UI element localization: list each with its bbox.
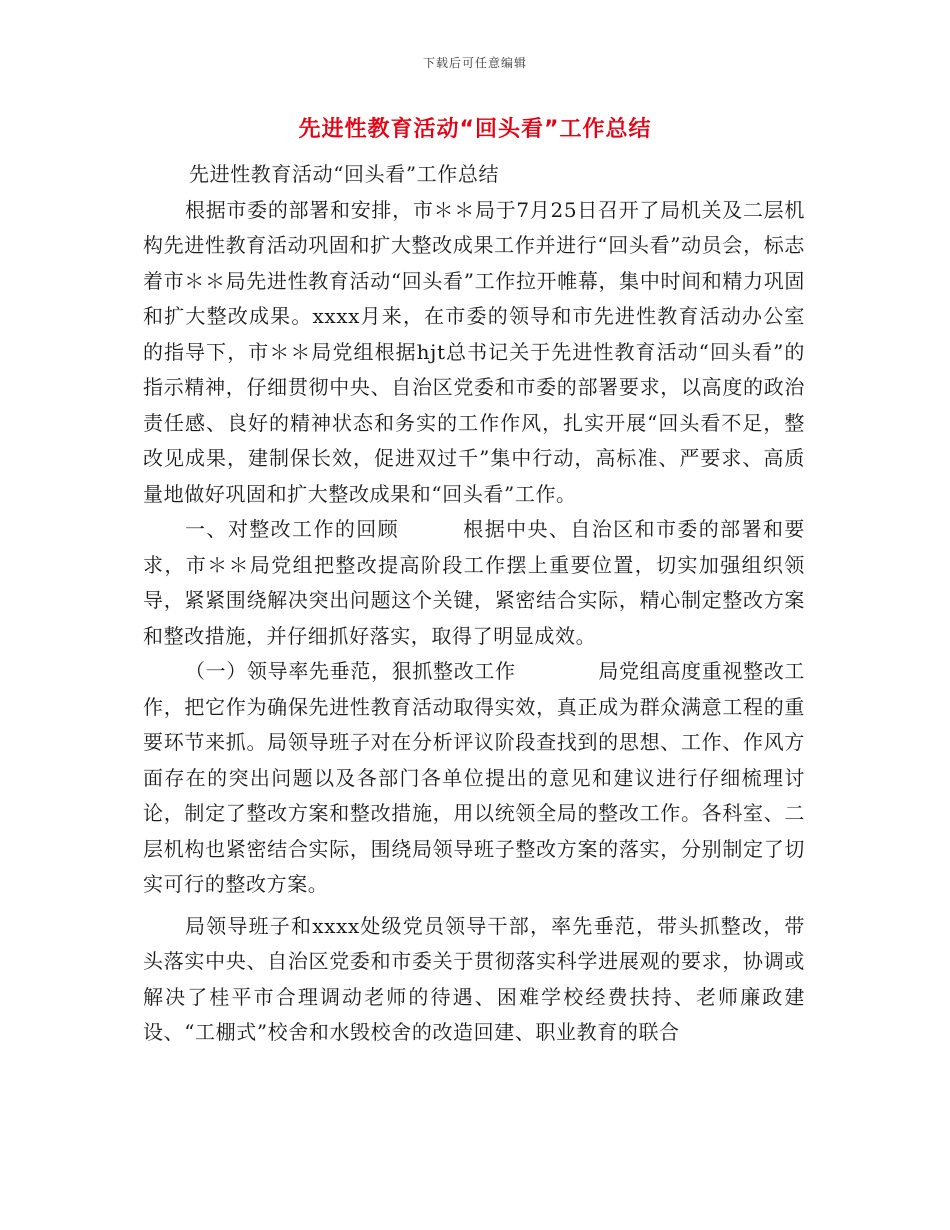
paragraph-section-1: 一、对整改工作的回顾 根据中央、自治区和市委的部署和要求，市＊＊局党组把整改提高阶段工作摆上重要位置，切实加强组织领导，紧紧围绕解决突出问题这个关键，紧密结合实际，精心制定整改方案和整改措施，并仔细抓好落实，取得了明显成效。 xyxy=(143,517,805,648)
paragraph-subsection-1: （一）领导率先垂范，狠抓整改工作 局党组高度重视整改工作，把它作为确保先进性教育活动取得实效，真正成为群众满意工程的重要环节来抓。局领导班子对在分析评议阶段查找到的思想、工作、作风方面存在的突出问题以及各部门各单位提出的意见和建议进行仔细梳理讨论，制定了整改方案和整改措施，用以统领全局的整改工作。各科室、二层机构也紧密结合实际，围绕局领导班子整改方案的落实，分别制定了切实可行的整改方案。 xyxy=(143,659,805,896)
document-body xyxy=(143,157,805,1051)
document-subtitle: 先进性教育活动“回头看”工作总结 xyxy=(189,162,500,186)
paragraph-leadership: 局领导班子和xxxx处级党员领导干部，率先垂范，带头抓整改，带头落实中央、自治区党委和市委关于贯彻落实科学进展观的要求，协调或解决了桂平市合理调动老师的待遇、困难学校经费扶持、老师廉政建设、“工棚式”校舍和水毁校舍的改造回建、职业教育的联合 xyxy=(143,913,805,1044)
document-title: 先进性教育活动“回头看”工作总结 xyxy=(298,117,652,142)
paragraph-intro: 根据市委的部署和安排，市＊＊局于7月25日召开了局机关及二层机构先进性教育活动巩固和扩大整改成果工作并进行“回头看”动员会，标志着市＊＊局先进性教育活动“回头看”工作拉开帷幕，集中时间和精力巩固和扩大整改成果。xxxx月来，在市委的领导和市先进性教育活动办公室的指导下，市＊＊局党组根据hjt总书记关于先进性教育活动“回头看”的指示精神，仔细贯彻中央、自治区党委和市委的部署要求，以高度的政治责任感、良好的精神状态和务实的工作作风，扎实开展“回头看不足，整改见成果，建制保长效，促进双过千”集中行动，高标准、严要求、高质量地做好巩固和扩大整改成果和“回头看”工作。 xyxy=(143,197,805,506)
header-note: 下载后可任意编辑 xyxy=(422,56,527,70)
